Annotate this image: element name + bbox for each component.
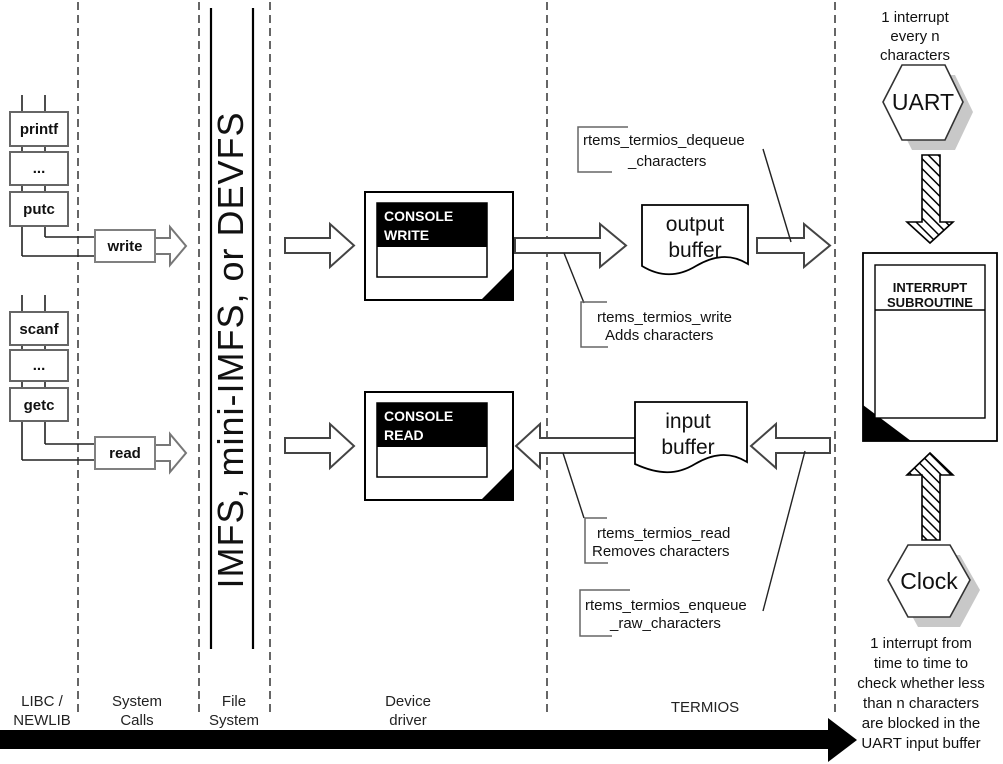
scanf-label: scanf <box>19 321 59 338</box>
column-libc-line1: LIBC / <box>21 693 63 710</box>
console-read-module <box>365 392 513 500</box>
column-termios-label: TERMIOS <box>670 699 740 716</box>
clock-note-line4: than n characters <box>863 695 979 712</box>
read-fn-line1: rtems_termios_read <box>597 525 731 542</box>
clock-hexagon <box>888 545 980 627</box>
column-libc-line2: NEWLIB <box>13 712 71 729</box>
output-buffer-line2: buffer <box>668 239 722 262</box>
read-fn-line2: Removes characters <box>592 543 730 560</box>
uart-hexagon <box>883 65 973 150</box>
fs-to-console-write-arrow <box>285 224 354 267</box>
column-labels <box>13 693 739 729</box>
clock-note-line2: time to time to <box>873 655 969 672</box>
clock-interrupt-arrow <box>907 453 953 540</box>
filesystem-layer <box>210 8 253 649</box>
console-write-module <box>365 192 513 300</box>
dequeue-line1: rtems_termios_dequeue <box>583 132 745 149</box>
uart-note-line2: every n <box>890 28 940 45</box>
enqueue-leader-line <box>763 451 805 611</box>
getc-label: getc <box>23 397 55 414</box>
clock-note-line5: are blocked in the <box>861 715 981 732</box>
write-fn-line2: Adds characters <box>605 327 714 344</box>
console-read-line2: READ <box>384 427 424 443</box>
read-fn-leader-line <box>563 453 584 518</box>
uart-interrupt-arrow <box>907 155 953 243</box>
isr-line2: SUBROUTINE <box>887 295 973 310</box>
console-write-to-output-buffer-arrow <box>515 224 626 267</box>
fs-to-console-read-arrow <box>285 424 354 468</box>
read-label: read <box>109 445 141 462</box>
arrow-body <box>0 730 828 749</box>
printf-label: printf <box>19 121 59 138</box>
input-buffer <box>635 402 747 472</box>
filesystem-label: IMFS, mini-IMFS, or DEVFS <box>210 111 251 589</box>
uart-note-line1: 1 interrupt <box>881 9 949 26</box>
write-fn-leader-line <box>564 253 584 303</box>
output-buffer-to-uart-arrow <box>757 224 830 267</box>
console-write-line2: WRITE <box>384 227 430 243</box>
arrow-head <box>155 227 186 265</box>
clock-note <box>857 635 985 752</box>
column-syscalls-line1: System <box>111 693 163 710</box>
isr-to-input-buffer-arrow <box>751 424 830 468</box>
libc-write-stack <box>10 95 95 256</box>
output-buffer <box>642 205 748 274</box>
input-buffer-line2: buffer <box>661 436 715 459</box>
arrow-head <box>155 434 186 472</box>
column-syscalls-line2: Calls <box>120 712 154 729</box>
putc-label: putc <box>23 201 55 218</box>
console-write-line1: CONSOLE <box>384 208 454 224</box>
isr-line1: INTERRUPT <box>892 280 968 295</box>
enqueue-line1: rtems_termios_enqueue <box>585 597 747 614</box>
write-syscall-arrow <box>95 227 186 265</box>
libc-read-stack <box>10 295 95 460</box>
uart-note <box>880 9 950 64</box>
column-fs-line1: File <box>221 693 247 710</box>
write-label: write <box>107 238 143 255</box>
clock-note-line1: 1 interrupt from <box>870 635 972 652</box>
column-driver-line2: driver <box>389 712 427 729</box>
input-buffer-to-console-read-arrow <box>516 424 635 468</box>
enqueue-line2: _raw_characters <box>610 615 721 632</box>
read-syscall-arrow <box>95 434 186 472</box>
clock-note-line3: check whether less <box>857 675 985 692</box>
write-fn-line1: rtems_termios_write <box>597 309 733 326</box>
uart-label: UART <box>891 89 955 115</box>
ellipsis-label: ... <box>32 160 46 177</box>
arrow-head <box>828 718 857 762</box>
termios-function-labels <box>563 127 805 636</box>
clock-note-line6: UART input buffer <box>861 735 981 752</box>
output-buffer-line1: output <box>665 213 725 236</box>
console-read-line1: CONSOLE <box>384 408 454 424</box>
input-buffer-line1: input <box>665 410 711 433</box>
ellipsis-label: ... <box>32 357 46 374</box>
clock-label: Clock <box>900 568 958 594</box>
column-driver-line1: Device <box>385 693 431 710</box>
dequeue-line2: _characters <box>628 153 707 170</box>
uart-note-line3: characters <box>879 47 951 64</box>
column-fs-line2: System <box>208 712 260 729</box>
interrupt-subroutine-box <box>863 253 997 441</box>
dequeue-leader-line <box>763 149 791 242</box>
